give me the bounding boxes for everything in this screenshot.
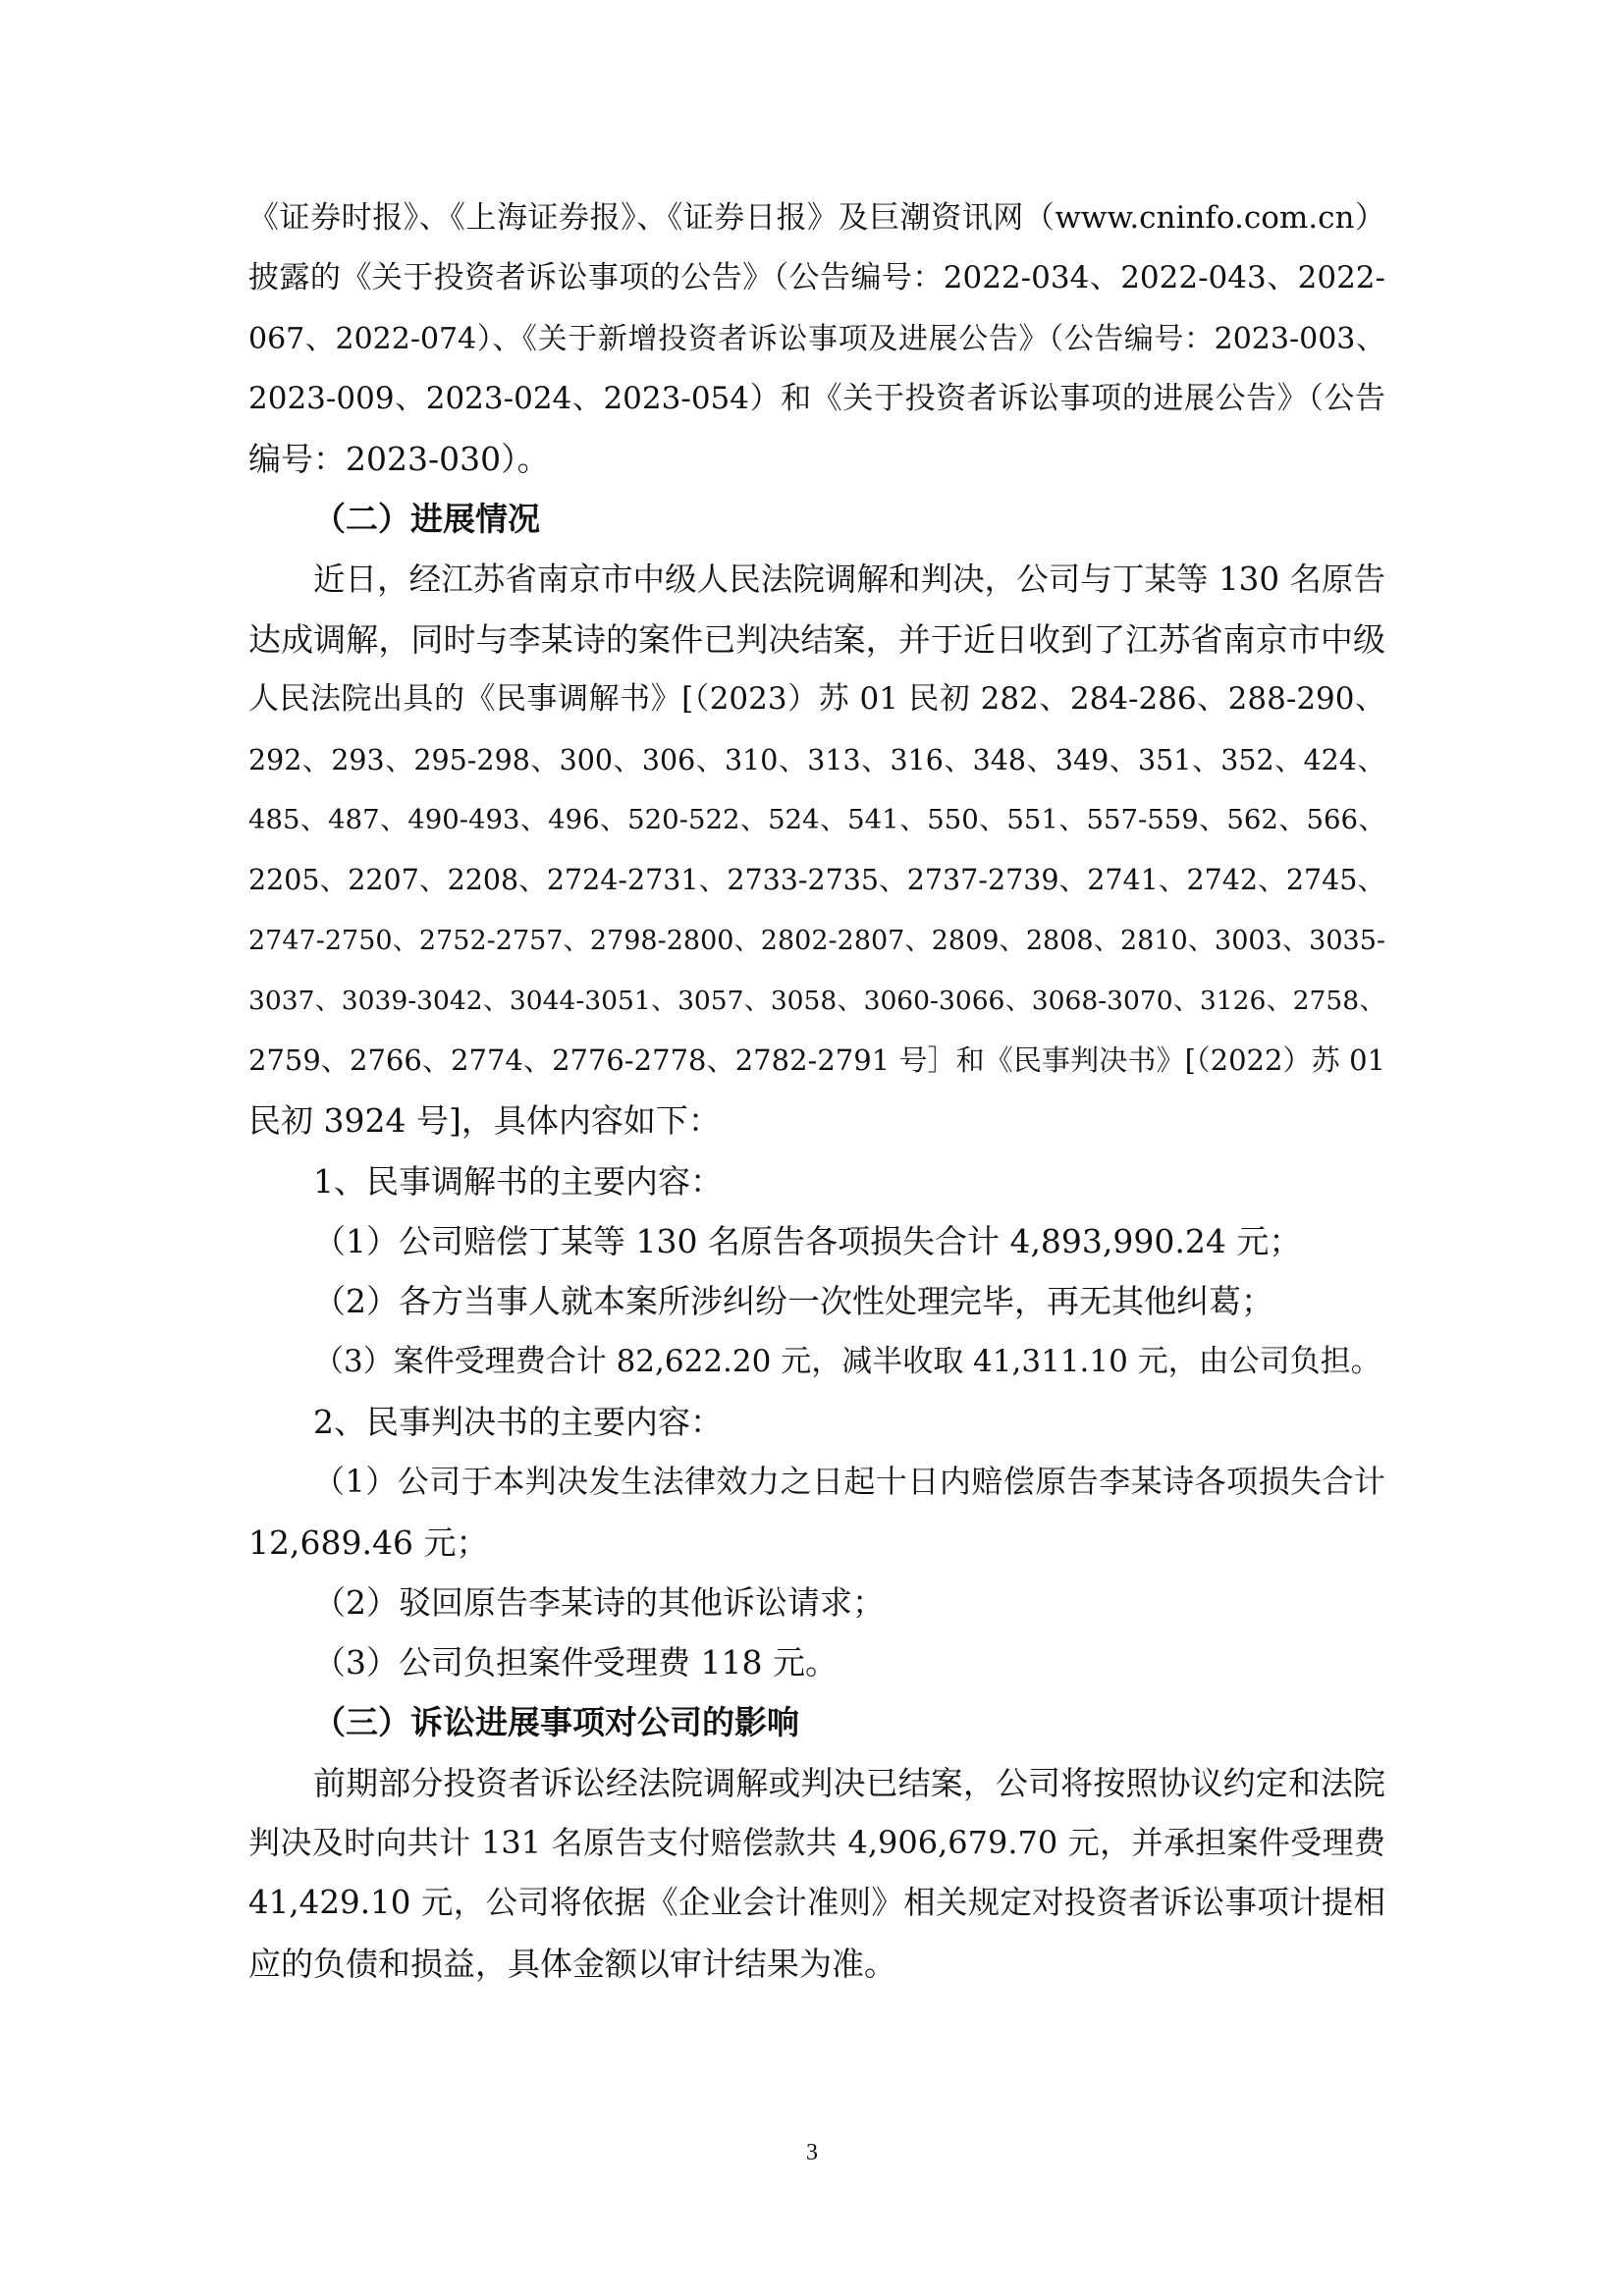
section-heading: （二）进展情况	[313, 500, 540, 539]
paragraph-line: 3037、3039-3042、3044-3051、3057、3058、3060-3066、3068-3070、3126、2758、	[248, 985, 1385, 1016]
list-heading: 1、民事调解书的主要内容：	[313, 1161, 723, 1201]
section-heading: （三）诉讼进展事项对公司的影响	[313, 1703, 799, 1742]
paragraph-line: 292、293、295-298、300、306、310、313、316、348、349、351、352、424、	[248, 743, 1385, 776]
paragraph-line: 民初 3924 号]，具体内容如下：	[248, 1101, 721, 1141]
paragraph-line: 人民法院出具的《民事调解书》[（2023）苏 01 民初 282、284-286、288-290、	[248, 681, 1385, 718]
list-item: （2）驳回原告李某诗的其他诉讼请求；	[313, 1582, 885, 1622]
paragraph-line: 判决及时向共计 131 名原告支付赔偿款共 4,906,679.70 元，并承担案件受理费	[248, 1824, 1385, 1862]
list-item: （1）公司于本判决发生法律效力之日起十日内赔偿原告李某诗各项损失合计	[313, 1463, 1385, 1501]
list-item-continuation: 12,689.46 元；	[248, 1522, 489, 1562]
paragraph-line: 披露的《关于投资者诉讼事项的公告》（公告编号：2022-034、2022-043、2022-	[248, 260, 1385, 296]
list-item: （2）各方当事人就本案所涉纠纷一次性处理完毕，再无其他纠葛；	[313, 1282, 1273, 1321]
paragraph-line: 前期部分投资者诉讼经法院调解或判决已结案，公司将按照协议约定和法院	[313, 1763, 1385, 1802]
paragraph-line: 近日，经江苏省南京市中级人民法院调解和判决，公司与丁某等 130 名原告	[313, 560, 1385, 598]
paragraph-line: 485、487、490-493、496、520-522、524、541、550、551、557-559、562、566、	[248, 803, 1385, 835]
page-number: 3	[806, 2140, 818, 2165]
paragraph-line: 2205、2207、2208、2724-2731、2733-2735、2737-2739、2741、2742、2745、	[248, 864, 1385, 897]
list-heading: 2、民事判决书的主要内容：	[313, 1402, 723, 1441]
list-item: （3）公司负担案件受理费 118 元。	[313, 1643, 838, 1682]
list-item: （1）公司赔偿丁某等 130 名原告各项损失合计 4,893,990.24 元；	[313, 1222, 1302, 1261]
paragraph-line: 2759、2766、2774、2776-2778、2782-2791 号］和《民事判决书》[（2022）苏 01	[248, 1043, 1385, 1078]
paragraph-line: 067、2022-074）、《关于新增投资者诉讼事项及进展公告》（公告编号：2023-003、	[248, 321, 1385, 356]
paragraph-line: 《证券时报》、《上海证券报》、《证券日报》及巨潮资讯网（www.cninfo.com.cn）	[248, 200, 1385, 236]
paragraph-line: 达成调解，同时与李某诗的案件已判决结案，并于近日收到了江苏省南京市中级	[248, 620, 1385, 660]
paragraph-line: 2747-2750、2752-2757、2798-2800、2802-2807、2809、2808、2810、3003、3035-	[248, 925, 1385, 956]
list-item: （3）案件受理费合计 82,622.20 元，减半收取 41,311.10 元，由公司负担。	[313, 1343, 1381, 1379]
paragraph-line: 41,429.10 元，公司将依据《企业会计准则》相关规定对投资者诉讼事项计提相	[248, 1884, 1385, 1922]
paragraph-line: 2023-009、2023-024、2023-054）和《关于投资者诉讼事项的进展公告》（公告	[248, 380, 1385, 416]
paragraph-line: 编号：2023-030）。	[248, 440, 550, 479]
document-body	[248, 188, 1385, 1994]
paragraph-line: 应的负债和损益，具体金额以审计结果为准。	[248, 1944, 896, 1983]
